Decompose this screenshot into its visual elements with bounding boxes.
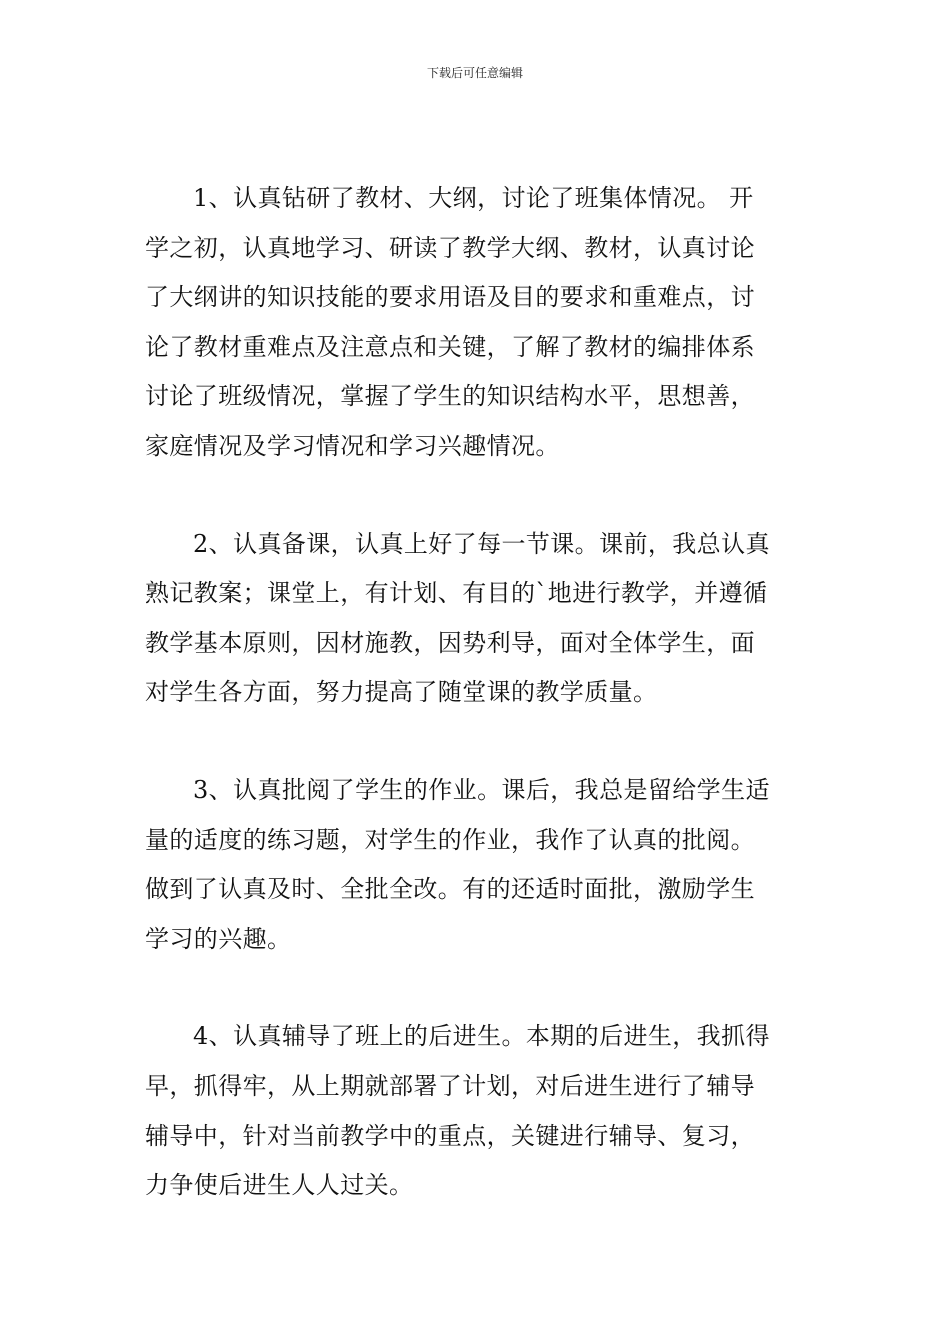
paragraph-4	[145, 1012, 809, 1210]
paragraph-3	[145, 766, 809, 964]
document-body	[145, 174, 809, 1259]
text-line: 论了教材重难点及注意点和关键，了解了教材的编排体系	[145, 332, 755, 361]
text-line: 1、认真钻研了教材、大纲，讨论了班集体情况。 开	[193, 184, 754, 212]
text-line: 学之初，认真地学习、研读了教学大纲、教材，认真讨论	[145, 233, 755, 262]
paragraph-1	[145, 174, 809, 472]
text-line: 4、认真辅导了班上的后进生。本期的后进生，我抓得	[193, 1022, 770, 1051]
text-line: 做到了认真及时、全批全改。有的还适时面批，激励学生	[145, 875, 755, 904]
text-line: 讨论了班级情况，掌握了学生的知识结构水平，思想善，	[145, 382, 755, 411]
text-line: 量的适度的练习题，对学生的作业，我作了认真的批阅。	[145, 825, 755, 854]
paragraph-2	[145, 520, 809, 718]
text-line: 2、认真备课，认真上好了每一节课。课前，我总认真	[193, 529, 770, 558]
text-line: 对学生各方面，努力提高了随堂课的教学质量。	[145, 678, 658, 707]
text-line: 学习的兴趣。	[145, 924, 292, 953]
text-line: 家庭情况及学习情况和学习兴趣情况。	[145, 431, 560, 460]
text-line: 早，抓得牢，从上期就部署了计划，对后进生进行了辅导	[145, 1071, 755, 1100]
page-header: 下载后可任意编辑	[426, 66, 523, 80]
text-line: 教学基本原则，因材施教，因势利导，面对全体学生，面	[145, 628, 755, 657]
text-line: 力争使后进生人人过关。	[145, 1171, 414, 1200]
text-line: 熟记教案；课堂上，有计划、有目的`地进行教学，并遵循	[145, 579, 768, 608]
text-line: 3、认真批阅了学生的作业。课后，我总是留给学生适	[193, 775, 770, 804]
text-line: 了大纲讲的知识技能的要求用语及目的要求和重难点，讨	[145, 283, 755, 312]
text-line: 辅导中，针对当前教学中的重点，关键进行辅导、复习，	[145, 1121, 755, 1150]
